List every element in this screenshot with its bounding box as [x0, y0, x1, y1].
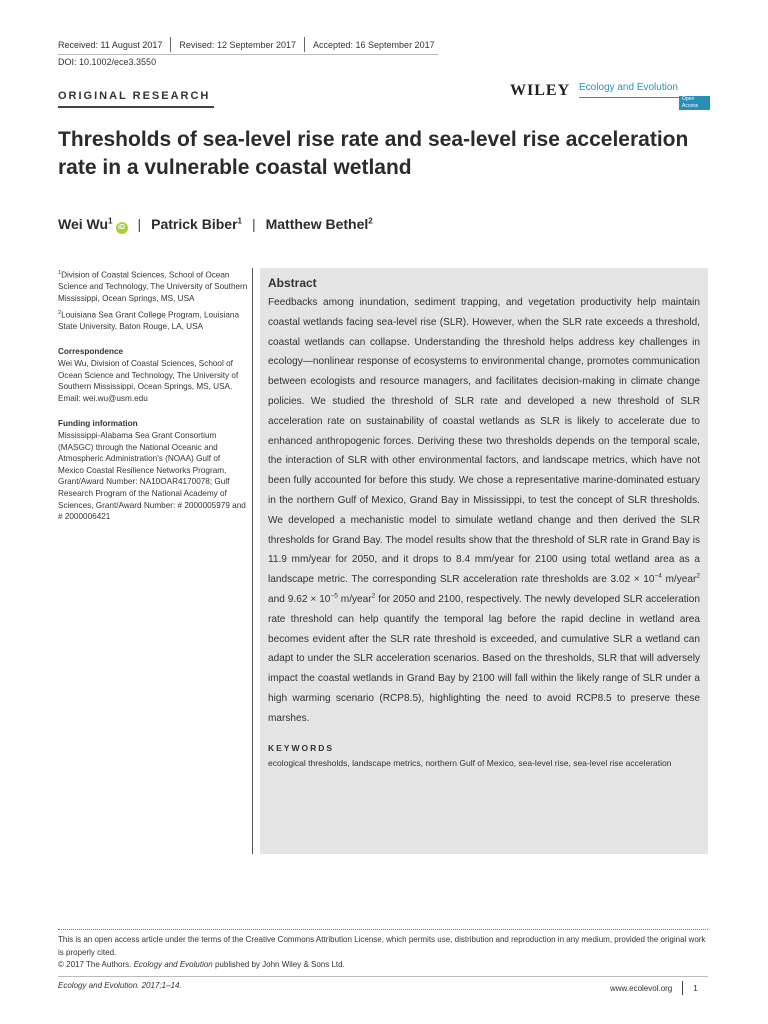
column-divider	[252, 268, 253, 854]
publisher-logo	[510, 82, 710, 109]
accepted-date: Accepted: 16 September 2017	[313, 39, 435, 50]
orcid-icon[interactable]: iD	[116, 222, 128, 234]
author-name[interactable]: Patrick Biber$^1$	[151, 216, 242, 232]
keywords-text: ecological thresholds, landscape metrics, northern Gulf of Mexico, sea-level rise, sea-level rise acceleration	[268, 757, 672, 768]
article-title: Thresholds of sea-level rise rate and sea-level rise acceleration rate in a vulnerable coastal wetland	[58, 128, 689, 179]
footer-separator	[682, 981, 683, 995]
article-sidebar	[58, 268, 248, 526]
correspondence-text: Wei Wu, Division of Coastal Sciences, School of Ocean Science and Technology, The University of Southern Mississippi, Ocean Springs, MS, USA. Email: wei.wu@usm.edu	[58, 359, 239, 403]
journal-website[interactable]: www.ecolevol.org	[610, 983, 673, 993]
copyright-line: © 2017 The Authors. Ecology and Evolution published by John Wiley & Sons Ltd.	[58, 960, 345, 969]
open-access-badge: Open Access	[679, 96, 710, 110]
keywords-label: KEYWORDS	[268, 742, 335, 753]
author-name[interactable]: Wei Wu$^1$	[58, 216, 113, 232]
footer-divider	[58, 929, 708, 930]
revised-date: Revised: 12 September 2017	[179, 39, 296, 50]
abstract-box	[260, 268, 708, 854]
journal-logo: Ecology and Evolution	[579, 82, 678, 93]
funding-text: Mississippi-Alabama Sea Grant Consortium (MASGC) through the National Oceanic and Atmospheric Administration's (NOAA) Gulf of Mexico Coastal Resilience Networks Program, Grant/Award Number: NA10OAR4170078; Gulf Research Program of the National Academy of Sciences, Grant/Award Number: # 2000005979 and # 2000006421	[58, 431, 246, 522]
affiliation: $^2$Louisiana Sea Grant College Program, Louisiana State University, Baton Rouge, LA, USA	[58, 309, 240, 331]
received-date: Received: 11 August 2017	[58, 39, 163, 50]
correspondence-email[interactable]: Email: wei.wu@usm.edu	[58, 393, 148, 403]
doi[interactable]: DOI: 10.1002/ece3.3550	[58, 57, 157, 67]
author-name[interactable]: Matthew Bethel$^2$	[265, 216, 373, 232]
author-separator: |	[137, 216, 142, 232]
section-rule	[58, 106, 214, 108]
date-separator	[170, 37, 171, 52]
wiley-logo: WILEY	[510, 82, 571, 99]
date-separator	[304, 37, 305, 52]
page-footer-right	[610, 981, 698, 995]
author-separator: |	[251, 216, 256, 232]
footer-rule	[58, 976, 708, 977]
abstract-text: Feedbacks among inundation, sediment trapping, and vegetation productivity help maintain coastal wetlands facing sea-level rise (SLR). However, when the SLR rate exceeds a threshold, coastal wetlands can collapse. Understanding the threshold helps address key challenges in ecology—nonlinear response of ecosystems to environmental change, promotes communication between ecologists and resource managers, and facilitates decision-making in climate change policies. We studied the threshold of SLR rate and developed a new threshold of SLR acceleration rate on sustainability of coastal wetlands as SLR is likely to accelerate due to enhanced anthropogenic forces. Deriving these two thresholds depends on the temporal scale, the interaction of SLR with other environmental factors, and landscape metrics, which have not been fully accounted for before this study. We chose a representative marine-dominated estuary in the northern Gulf of Mexico, Grand Bay in Mississippi, to test the concept of SLR thresholds. We developed a mechanistic model to simulate wetland change and then derived the SLR thresholds for Grand Bay. The model results show that the threshold of SLR rate in Grand Bay is 11.9 mm/year for 2050, and it drops to 8.4 mm/year for 2100 using total wetland area as a landscape metric. The corresponding SLR acceleration rate thresholds are $3.02 \times 10^{-4}$ m/year$^2$ and $9.62 \times 10^{-5}$ m/year$^2$ for 2050 and 2100, respectively. The newly developed SLR acceleration rate threshold can help quantify the temporal lag before the rapid decline in wetland area becomes evident after the SLR rate threshold is exceeded, and cumulative SLR a wetland can adapt to under the SLR acceleration scenarios. Based on the thresholds, SLR that will adversely impact the coastal wetlands in Grand Bay by 2100 will fall within the likely range of SLR under a high warming scenario (RCP8.5), highlighting the need to avoid RCP8.5 to preserve these marshes.	[268, 297, 700, 724]
abstract-heading: Abstract	[268, 276, 317, 290]
author-list	[58, 216, 373, 234]
license-notice	[58, 934, 708, 972]
page-number: 1	[693, 983, 698, 993]
section-label: ORIGINAL RESEARCH	[58, 90, 211, 102]
citation: Ecology and Evolution. 2017;1–14.	[58, 981, 182, 990]
article-dates	[58, 37, 435, 52]
header-divider	[58, 54, 438, 55]
correspondence-heading: Correspondence	[58, 347, 124, 357]
funding-heading: Funding information	[58, 419, 138, 429]
affiliation: $^1$Division of Coastal Sciences, School of Ocean Science and Technology, The University of Southern Mississippi, Ocean Springs, MS, USA	[58, 270, 248, 303]
license-text: This is an open access article under the terms of the Creative Commons Attribution License, which permits use, distribution and reproduction in any medium, provided the original work is properly cited.	[58, 935, 706, 957]
